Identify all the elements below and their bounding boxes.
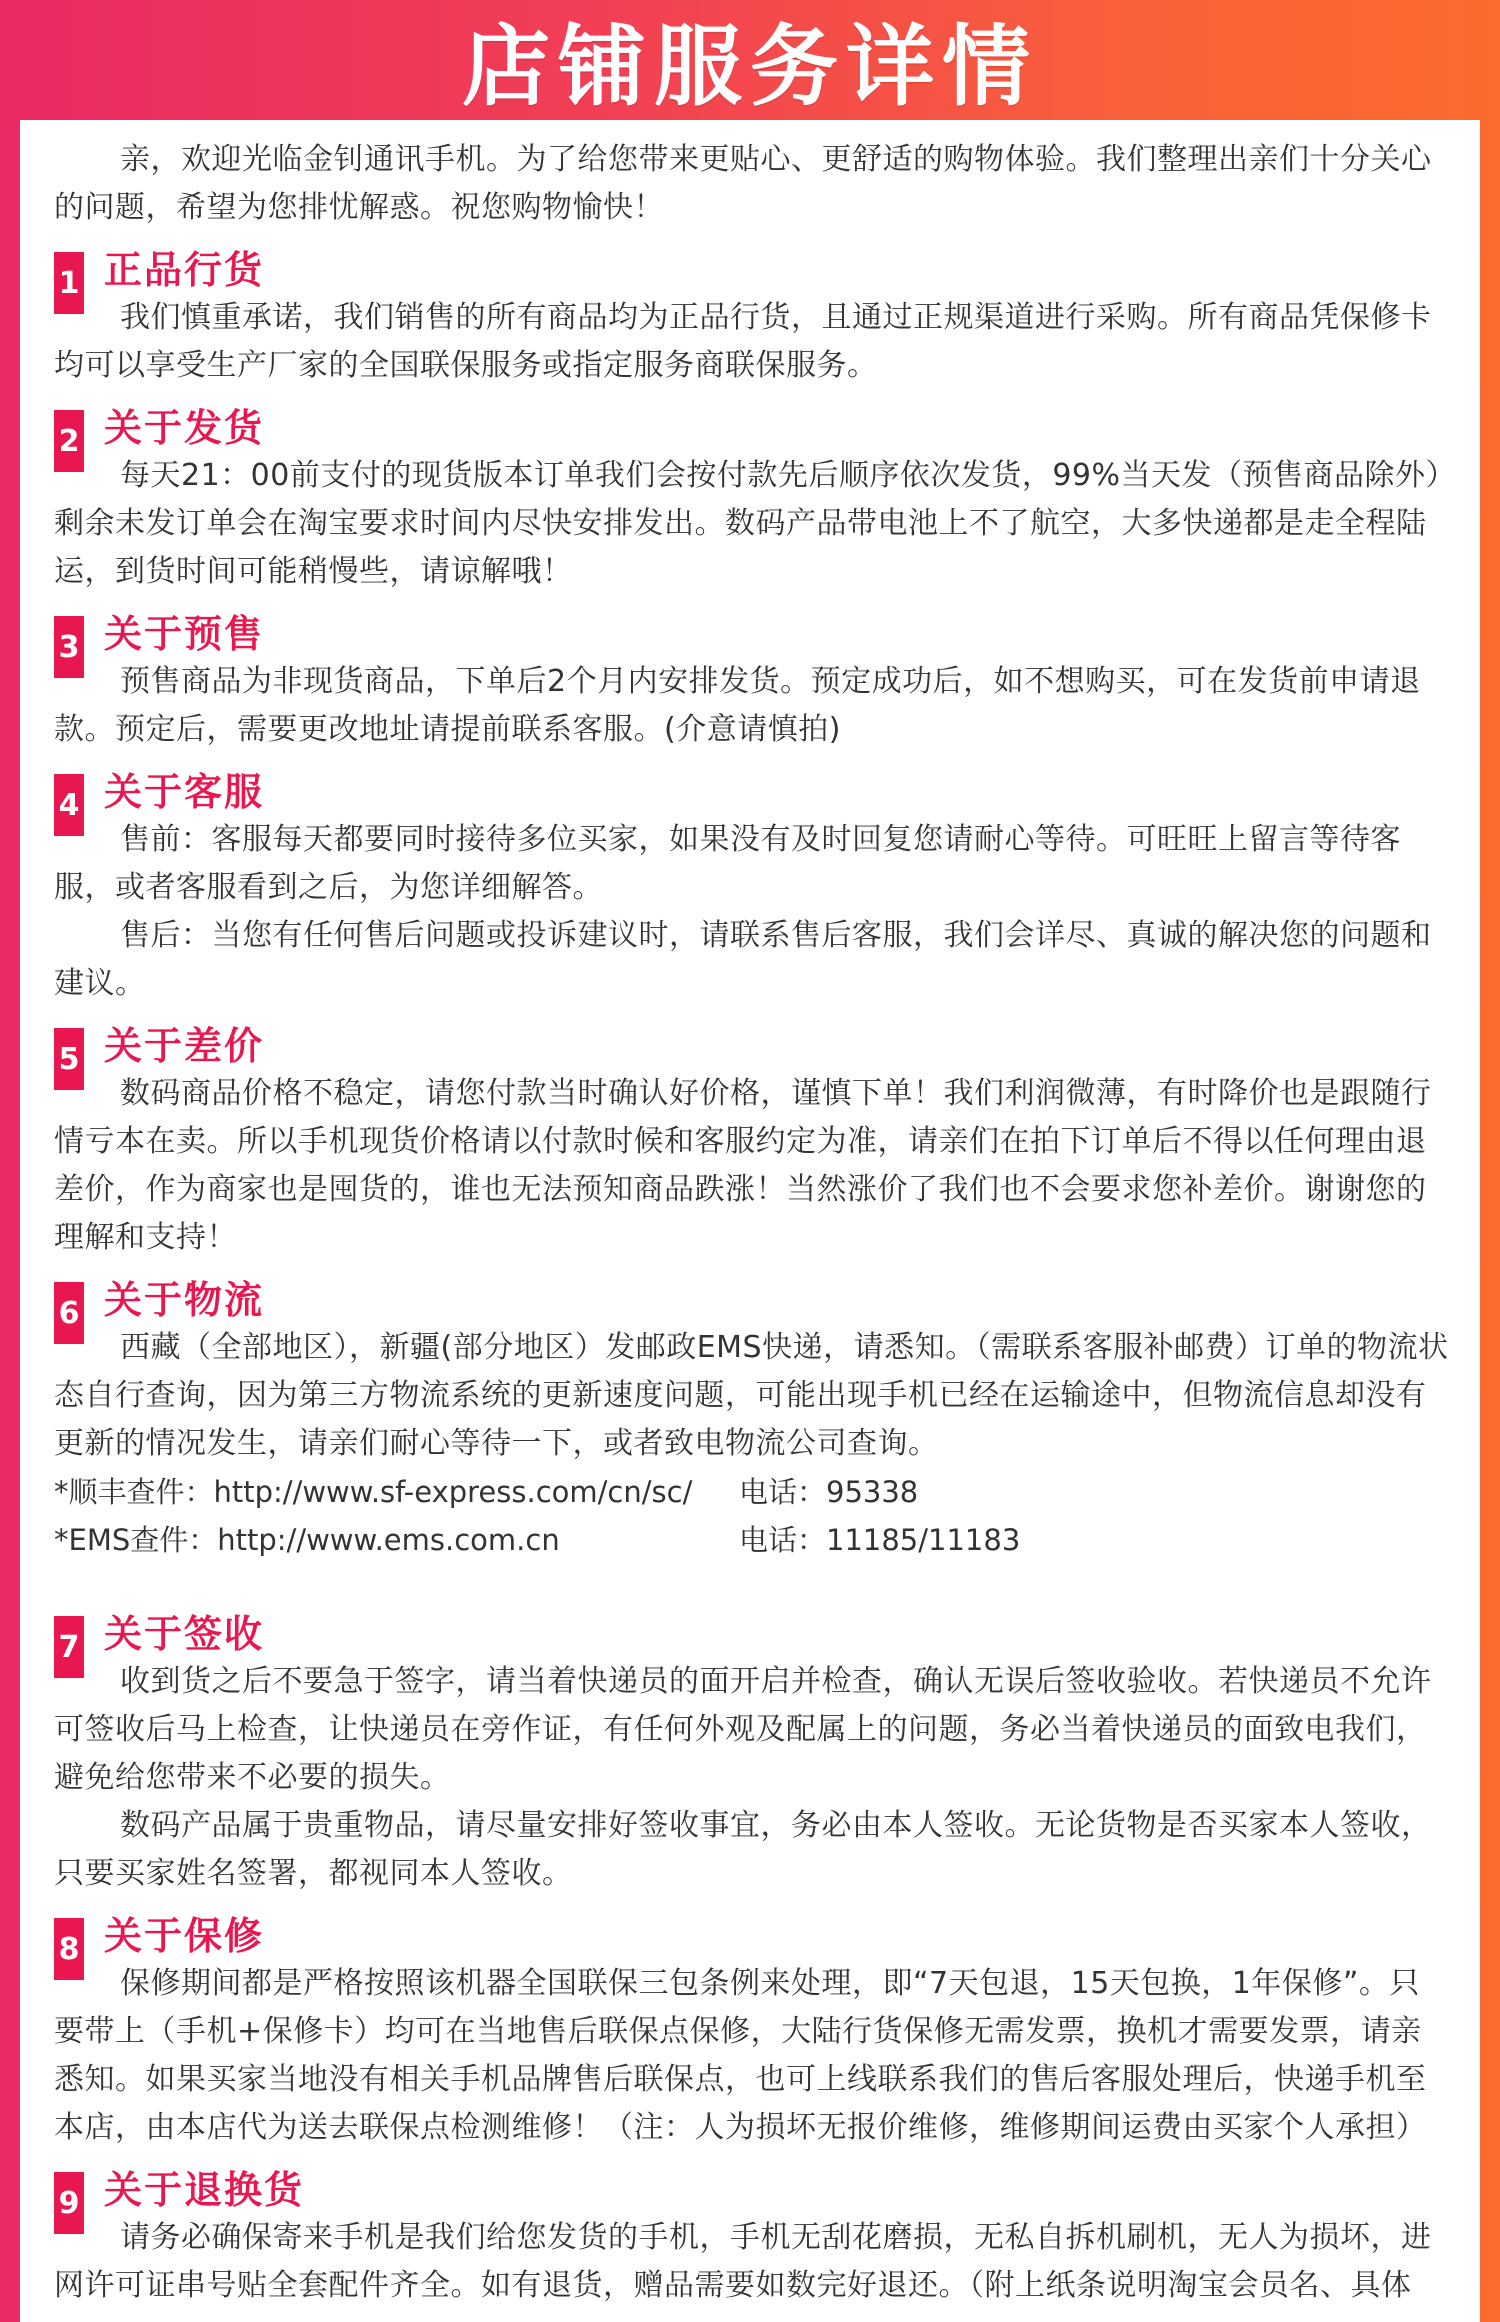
section-paragraph: 数码产品属于贵重物品，请尽量安排好签收事宜，务必由本人签收。无论货物是否买家本人签收，只要买家姓名签署，都视同本人签收。 [54,1808,1432,1891]
section-title: 关于签收 [104,1612,265,1656]
tracking-row-ems [54,1516,1450,1564]
section-title: 正品行货 [104,248,265,292]
section-paragraph: 每天21：00前支付的现货版本订单我们会按付款先后顺序依次发货，99%当天发（预售商品除外）剩余未发订单会在淘宝要求时间内尽快安排发出。数码产品带电池上不了航空，大多快递都是走全程陆运，到货时间可能稍慢些，请谅解哦！ [54,458,1442,589]
section-paragraph: 收到货之后不要急于签字，请当着快递员的面开启并检查，确认无误后签收验收。若快递员不允许可签收后马上检查，让快递员在旁作证，有任何外观及配属上的问题，务必当着快递员的面致电我们，避免给您带来不必要的损失。 [54,1664,1432,1795]
section-title: 关于物流 [104,1278,265,1322]
section-number-badge: 6 [54,1282,84,1344]
page-title: 店铺服务详情 [461,15,1038,118]
section-9 [54,2158,1450,2310]
section-title: 关于保修 [104,1914,265,1958]
section-3 [54,602,1450,754]
content-body [20,120,1480,2310]
section-6 [54,1268,1450,1596]
section-paragraph: 数码商品价格不稳定，请您付款当时确认好价格，谨慎下单！我们利润微薄，有时降价也是跟随行情亏本在卖。所以手机现货价格请以付款时候和客服约定为准，请亲们在拍下订单后不得以任何理由退差价，作为商家也是囤货的，谁也无法预知商品跌涨！当然涨价了我们也不会要求您补差价。谢谢您的理解和支持！ [54,1076,1432,1255]
section-header [54,396,1450,459]
section-number-badge: 8 [54,1918,84,1980]
section-2 [54,396,1450,596]
section-8 [54,1904,1450,2152]
section-paragraph: 售后：当您有任何售后问题或投诉建议时，请联系售后客服，我们会详尽、真诚的解决您的问题和建议。 [54,918,1432,1001]
tracking-link[interactable]: *EMS查件：http://www.ems.com.cn [54,1523,560,1557]
tracking-phone: 电话：11185/11183 [739,1523,1021,1557]
section-header [54,1014,1450,1077]
section-paragraph: 售前：客服每天都要同时接待多位买家，如果没有及时回复您请耐心等待。可旺旺上留言等待客服，或者客服看到之后，为您详细解答。 [54,822,1401,905]
section-number-badge: 5 [54,1028,84,1090]
section-paragraph: 保修期间都是严格按照该机器全国联保三包条例来处理，即“7天包退，15天包换，1年保修”。只要带上（手机+保修卡）均可在当地售后联保点保修，大陆行货保修无需发票，换机才需要发票，请亲悉知。如果买家当地没有相关手机品牌售后联保点，也可上线联系我们的售后客服处理后，快递手机至本店，由本店代为送去联保点检测维修！（注：人为损坏无报价维修，维修期间运费由买家个人承担） [54,1966,1427,2145]
intro-text: 亲，欢迎光临金钊通讯手机。为了给您带来更贴心、更舒适的购物体验。我们整理出亲们十分关心的问题，希望为您排忧解惑。祝您购物愉快！ [54,142,1432,225]
section-header [54,2158,1450,2221]
section-header [54,1904,1450,1967]
section-title: 关于客服 [104,770,265,814]
section-title: 关于预售 [104,612,265,656]
section-header [54,602,1450,665]
tracking-link[interactable]: *顺丰查件：http://www.sf-express.com/cn/sc/ [54,1475,693,1509]
tracking-row-sf [54,1468,1450,1516]
section-5 [54,1014,1450,1262]
section-4 [54,760,1450,1008]
tracking-phone: 电话：95338 [739,1475,919,1509]
section-number-badge: 9 [54,2172,84,2234]
section-title: 关于发货 [104,406,265,450]
section-paragraph: 请务必确保寄来手机是我们给您发货的手机，手机无刮花磨损，无私自拆机刷机，无人为损坏，进网许可证串号贴全套配件齐全。如有退货，赠品需要如数完好退还。（附上纸条说明淘宝会员名、具体 [54,2220,1432,2303]
header-banner [0,0,1500,120]
content-panel [20,120,1480,2322]
section-number-badge: 4 [54,774,84,836]
section-header [54,1268,1450,1331]
section-7 [54,1602,1450,1898]
section-number-badge: 7 [54,1616,84,1678]
section-number-badge: 2 [54,410,84,472]
section-title: 关于退换货 [104,2168,305,2212]
section-header [54,1602,1450,1665]
section-title: 关于差价 [104,1024,265,1068]
section-header [54,238,1450,301]
section-header [54,760,1450,823]
section-1 [54,238,1450,390]
section-paragraph: 我们慎重承诺，我们销售的所有商品均为正品行货，且通过正规渠道进行采购。所有商品凭保修卡均可以享受生产厂家的全国联保服务或指定服务商联保服务。 [54,300,1432,383]
section-number-badge: 3 [54,616,84,678]
section-number-badge: 1 [54,252,84,314]
section-paragraph: 预售商品为非现货商品，下单后2个月内安排发货。预定成功后，如不想购买，可在发货前申请退款。预定后，需要更改地址请提前联系客服。(介意请慎拍) [54,664,1421,747]
section-paragraph: 西藏（全部地区），新疆(部分地区）发邮政EMS快递，请悉知。（需联系客服补邮费）订单的物流状态自行查询，因为第三方物流系统的更新速度问题，可能出现手机已经在运输途中，但物流信息却没有更新的情况发生，请亲们耐心等待一下，或者致电物流公司查询。 [54,1330,1449,1461]
